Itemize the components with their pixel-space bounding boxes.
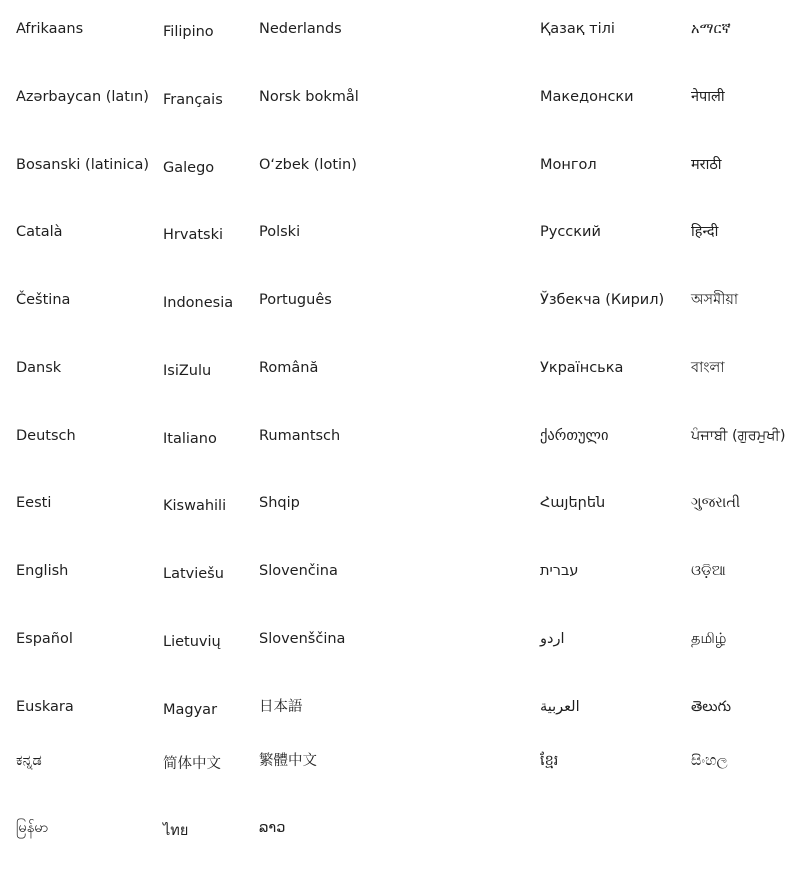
language-option[interactable]: বাংলা — [691, 360, 725, 376]
language-option[interactable]: Afrikaans — [16, 21, 84, 37]
language-option[interactable]: Монгол — [540, 157, 597, 173]
language-option[interactable]: Italiano — [163, 431, 217, 447]
language-option[interactable]: Čeština — [16, 292, 71, 308]
language-option[interactable]: Latviešu — [163, 566, 224, 582]
language-option[interactable]: Slovenčina — [259, 563, 338, 579]
language-option[interactable]: Қазақ тілі — [540, 21, 615, 37]
language-option[interactable]: ଓଡ଼ିଆ — [691, 563, 726, 579]
language-option[interactable]: IsiZulu — [163, 363, 212, 379]
language-option[interactable]: ਪੰਜਾਬੀ (ਗੁਰਮੁਖੀ) — [691, 428, 786, 444]
language-option[interactable]: עברית — [540, 563, 579, 579]
language-option[interactable]: ಕನ್ನಡ — [16, 753, 42, 769]
language-option[interactable]: English — [16, 563, 69, 579]
language-option[interactable]: Rumantsch — [259, 428, 341, 444]
language-option[interactable]: Azərbaycan (latın) — [16, 89, 149, 105]
language-option[interactable]: Русский — [540, 224, 601, 240]
language-option[interactable]: မြန်မာ — [16, 820, 49, 836]
language-option[interactable]: Norsk bokmål — [259, 89, 359, 105]
language-option[interactable]: ગુજરાતી — [691, 495, 741, 511]
language-option[interactable]: Deutsch — [16, 428, 76, 444]
language-option[interactable]: 日本語 — [259, 699, 303, 715]
language-option[interactable]: हिन्दी — [691, 224, 719, 240]
language-option[interactable]: اردو — [540, 631, 565, 647]
language-option[interactable]: Español — [16, 631, 73, 647]
language-option[interactable]: తెలుగు — [691, 699, 732, 715]
language-option[interactable]: አማርኛ — [691, 21, 731, 37]
language-option[interactable]: Polski — [259, 224, 301, 240]
language-option[interactable]: Português — [259, 292, 332, 308]
language-option[interactable]: Filipino — [163, 24, 214, 40]
language-option[interactable]: Galego — [163, 160, 215, 176]
language-option[interactable]: ქართული — [540, 428, 609, 444]
language-option[interactable]: ไทย — [163, 823, 189, 839]
language-option[interactable]: O‘zbek (lotin) — [259, 157, 357, 173]
language-option[interactable]: العربية — [540, 699, 580, 715]
language-option[interactable]: Македонски — [540, 89, 634, 105]
language-option[interactable]: Bosanski (latinica) — [16, 157, 150, 173]
language-option[interactable]: Română — [259, 360, 319, 376]
language-option[interactable]: Català — [16, 224, 63, 240]
language-option[interactable]: Հայերեն — [540, 495, 606, 511]
language-option[interactable]: Indonesia — [163, 295, 234, 311]
language-option[interactable]: Shqip — [259, 495, 300, 511]
language-option[interactable]: Dansk — [16, 360, 62, 376]
language-option[interactable]: 繁體中文 — [259, 753, 317, 769]
language-option[interactable]: Eesti — [16, 495, 52, 511]
language-option[interactable]: Français — [163, 92, 223, 108]
language-option[interactable]: Slovenščina — [259, 631, 346, 647]
language-option[interactable]: Українська — [540, 360, 624, 376]
language-option[interactable]: Hrvatski — [163, 227, 223, 243]
language-option[interactable]: 简体中文 — [163, 756, 221, 772]
language-option[interactable]: Nederlands — [259, 21, 342, 37]
language-option[interactable]: Magyar — [163, 702, 218, 718]
language-option[interactable]: தமிழ் — [691, 631, 727, 647]
language-option[interactable]: Ўзбекча (Кирил) — [540, 292, 665, 308]
language-option[interactable]: मराठी — [691, 157, 722, 173]
language-option[interactable]: অসমীয়া — [691, 292, 739, 308]
language-option[interactable]: Lietuvių — [163, 634, 221, 650]
language-option[interactable]: සිංහල — [691, 753, 728, 769]
language-option[interactable]: Euskara — [16, 699, 74, 715]
language-option[interactable]: नेपाली — [691, 89, 725, 105]
language-option[interactable]: ខ្មែរ — [540, 753, 559, 769]
language-option[interactable]: Kiswahili — [163, 498, 227, 514]
language-option[interactable]: ລາວ — [259, 820, 286, 836]
